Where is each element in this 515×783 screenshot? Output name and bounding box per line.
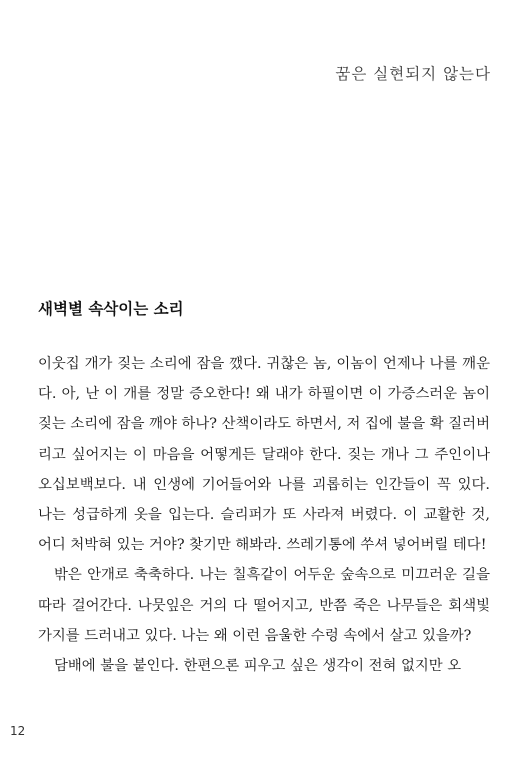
paragraph: 담배에 불을 붙인다. 한편으론 피우고 싶은 생각이 전혀 없지만 오 (54, 658, 462, 675)
page-number: 12 (10, 724, 26, 738)
running-header: 꿈은 실현되지 않는다 (335, 65, 491, 83)
body-text (38, 349, 490, 681)
paragraph: 이웃집 개가 짖는 소리에 잠을 깼다. 귀찮은 놈, 이놈이 언제나 나를 깨운다. 아, 난 이 개를 정말 증오한다! 왜 내가 하필이면 이 가증스러운 놈이 짖는 소리에 잠을 깨야 하나? 산책이라도 하면서, 저 집에 불을 확 질러버리고 싶어지는 이 마음을 어떻게든 달래야 한다. 짖는 개나 그 주인이나 오십보백보다. 내 인생에 기어들어와 나를 괴롭히는 인간들이 꼭 있다. 나는 성급하게 옷을 입는다. 슬리퍼가 또 사라져 버렸다. 이 교활한 것, 어디 처박혀 있는 거야? 찾기만 해봐라. 쓰레기통에 쑤셔 넣어버릴 테다! (38, 356, 490, 554)
section-title: 새벽별 속삭이는 소리 (38, 300, 184, 318)
paragraph: 밖은 안개로 축축하다. 나는 칠흑같이 어두운 숲속으로 미끄러운 길을 따라 걸어간다. 나뭇잎은 거의 다 떨어지고, 반쯤 죽은 나무들은 회색빛 가지를 드러내고 있다. 나는 왜 이런 음울한 수렁 속에서 살고 있을까? (38, 567, 490, 644)
